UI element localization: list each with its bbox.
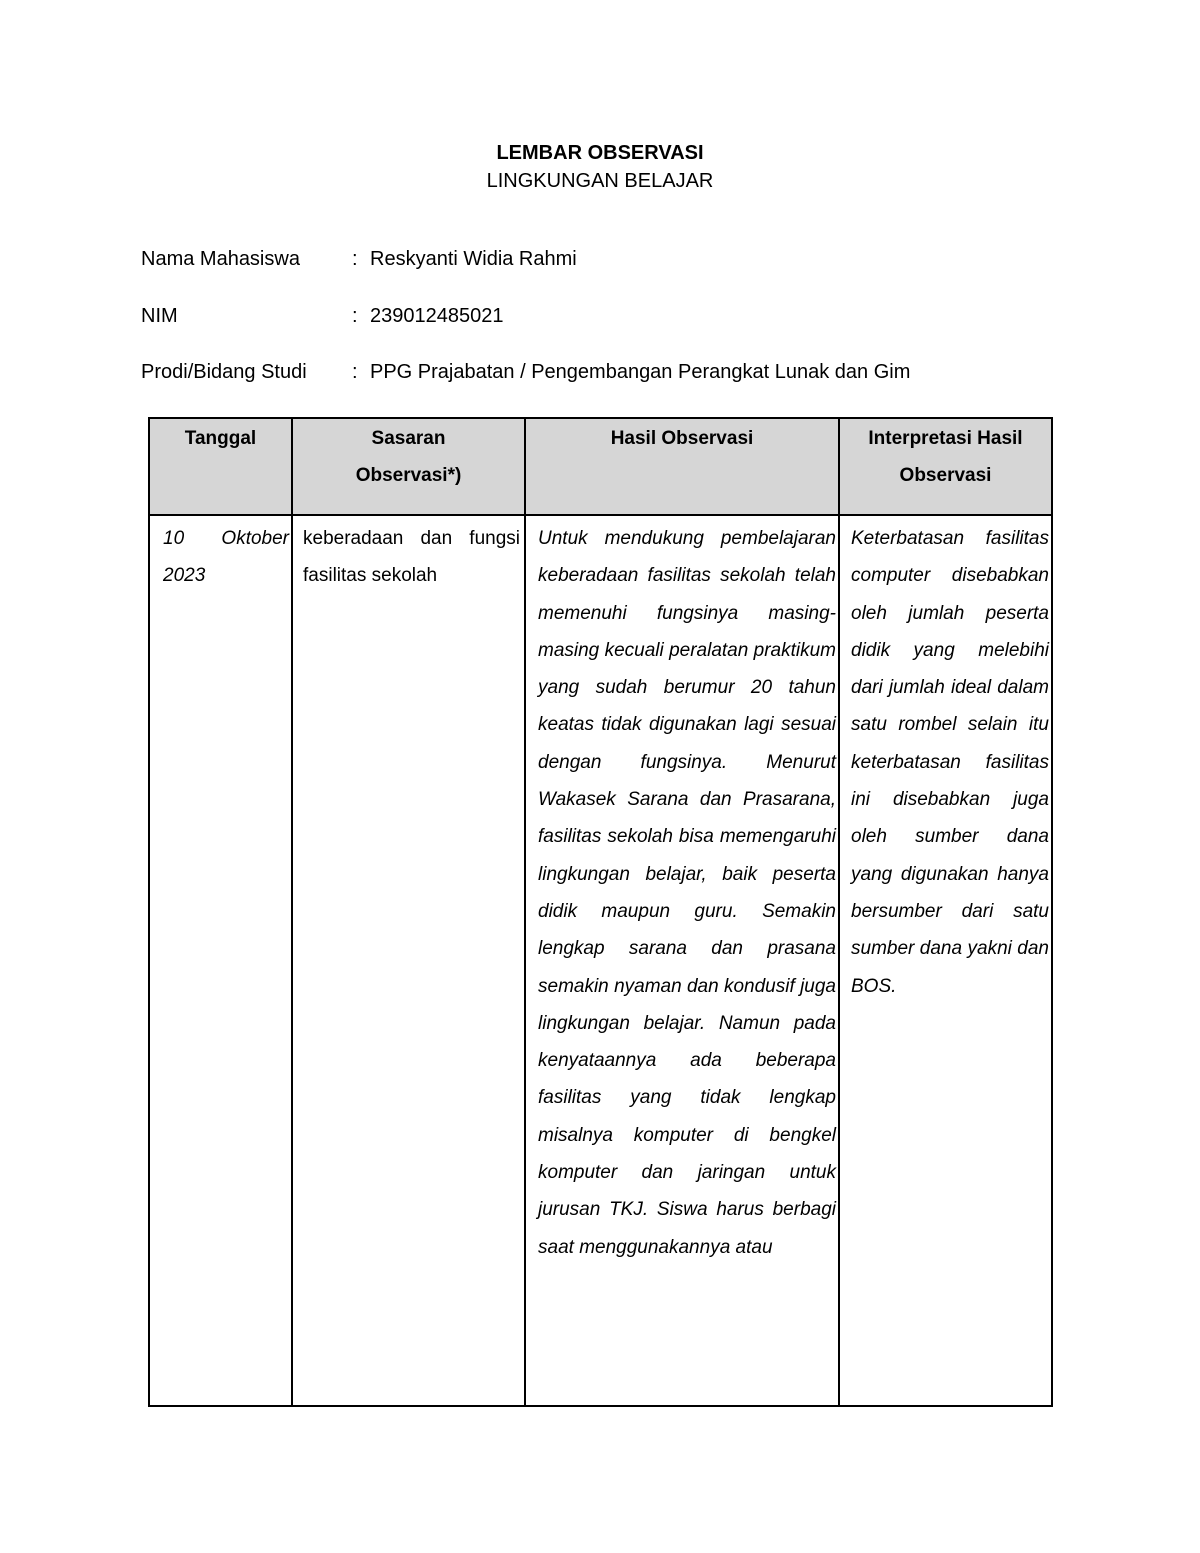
student-name-value: Reskyanti Widia Rahmi	[370, 248, 577, 270]
target-cell	[292, 515, 525, 1406]
program-label: Prodi/Bidang Studi	[141, 361, 307, 383]
document-title: LEMBAR OBSERVASI	[496, 142, 704, 164]
student-name-label: Nama Mahasiswa	[141, 248, 300, 270]
nim-label: NIM	[141, 305, 178, 327]
result-cell	[525, 515, 839, 1406]
date-cell	[149, 515, 292, 1406]
date-text: 10 Oktober 2023	[163, 528, 289, 587]
observation-table	[148, 417, 1053, 1407]
header-result: Hasil Observasi	[525, 418, 839, 515]
interpretation-text: Keterbatasan fasilitas computer disebabkan oleh jumlah peserta didik yang melebihi dari jumlah ideal dalam satu rombel selain itu keterbatasan fasilitas ini disebabkan juga oleh sumber dana yang digunakan hanya bersumber dari satu sumber dana yakni dan BOS.	[851, 528, 1049, 997]
student-name-colon: :	[352, 248, 358, 270]
program-value: PPG Prajabatan / Pengembangan Perangkat Lunak dan Gim	[370, 361, 911, 383]
nim-value: 239012485021	[370, 305, 504, 327]
target-text: keberadaan dan fungsi fasilitas sekolah	[303, 528, 520, 587]
table-header-row	[149, 418, 1052, 515]
result-text: Untuk mendukung pembelajaran keberadaan fasilitas sekolah telah memenuhi fungsinya masing-masing kecuali peralatan praktikum yang sudah berumur 20 tahun keatas tidak digunakan lagi sesuai dengan fungsinya. Menurut Wakasek Sarana dan Prasarana, fasilitas sekolah bisa memengaruhi lingkungan belajar, baik peserta didik maupun guru. Semakin lengkap sarana dan prasana semakin nyaman dan kondusif juga lingkungan belajar. Namun pada kenyataannya ada beberapa fasilitas yang tidak lengkap misalnya komputer di bengkel komputer dan jaringan untuk jurusan TKJ. Siswa harus berbagi saat menggunakannya atau	[538, 528, 836, 1258]
header-interpretation: Interpretasi Hasil Observasi	[839, 418, 1052, 515]
header-target: Sasaran Observasi*)	[292, 418, 525, 515]
table-row	[149, 515, 1052, 1406]
interpretation-cell	[839, 515, 1052, 1406]
nim-colon: :	[352, 305, 358, 327]
document-subtitle: LINGKUNGAN BELAJAR	[486, 170, 714, 192]
program-colon: :	[352, 361, 358, 383]
header-date: Tanggal	[149, 418, 292, 515]
